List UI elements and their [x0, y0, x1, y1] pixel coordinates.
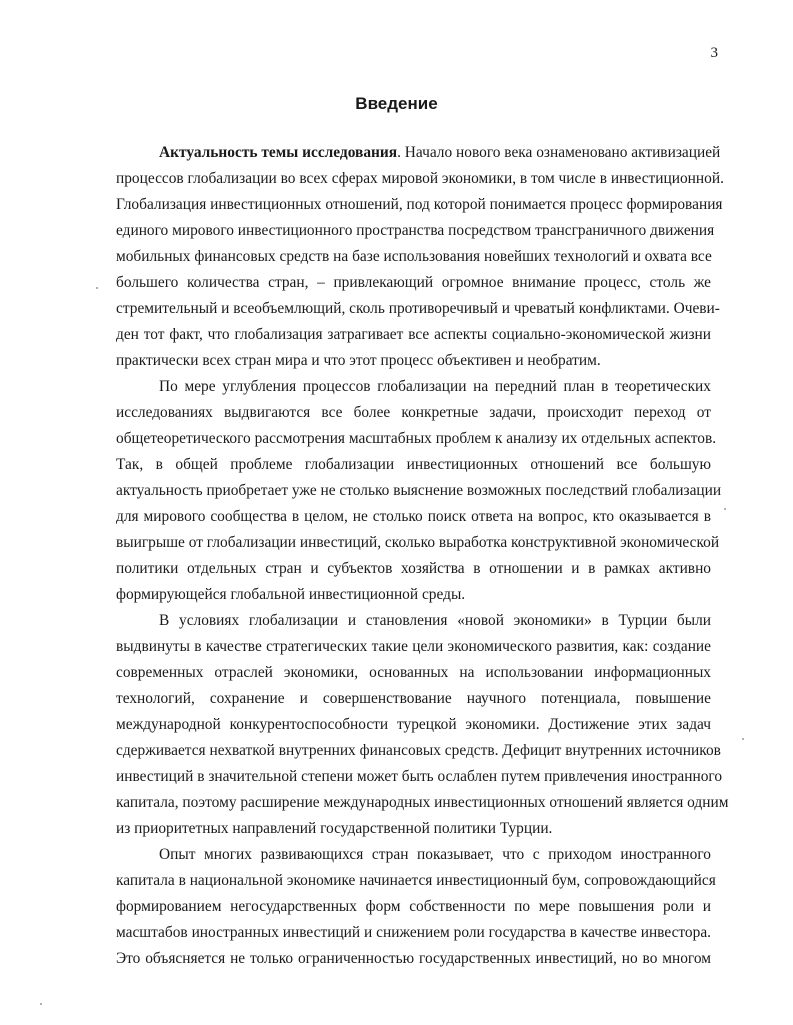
text-line: стремительный и всеобъемлющий, сколь противоречивый и чреватый конфликтами. Очеви-	[116, 300, 720, 317]
text-line: формирующейся глобальной инвестиционной среды.	[116, 586, 466, 603]
paragraph-1	[116, 140, 724, 374]
scan-speck	[96, 287, 98, 289]
text-line: По мере углубления процессов глобализации на передний план в теоретических	[159, 378, 711, 395]
paragraph-4	[116, 842, 716, 972]
text-line: практически всех стран мира и что этот процесс объективен и необратим.	[116, 352, 601, 369]
text-line: Опыт многих развивающихся стран показывает, что с приходом иностранного	[159, 846, 711, 863]
paragraph-2	[116, 374, 722, 608]
text-line: В условиях глобализации и становления «новой экономики» в Турции были	[159, 612, 711, 629]
text-line: исследованиях выдвигаются все более конкретные задачи, происходит переход от	[116, 404, 711, 421]
text-line: процессов глобализации во всех сферах мировой экономики, в том числе в инвестиционной.	[116, 170, 724, 187]
text-line: общетеоретического рассмотрения масштабных проблем к анализу их отдельных аспектов.	[116, 430, 717, 447]
scan-speck	[40, 1003, 42, 1005]
text-line: ден тот факт, что глобализация затрагивает все аспекты социально-экономической жизни	[116, 326, 711, 343]
body-text	[116, 140, 729, 972]
text-line: технологий, сохранение и совершенствование научного потенциала, повышение	[116, 690, 711, 707]
text-line: Это объясняется не только ограниченностью государственных инвестиций, но во многом	[116, 950, 711, 967]
text-line: Так, в общей проблеме глобализации инвестиционных отношений все большую	[116, 456, 711, 473]
text-line: единого мирового инвестиционного пространства посредством трансграничного движения	[116, 222, 715, 239]
text-line: большего количества стран, – привлекающий огромное внимание процесс, столь же	[116, 274, 711, 291]
text-line: выигрыше от глобализации инвестиций, сколько выработка конструктивной экономической	[116, 534, 720, 551]
text-line: капитала, поэтому расширение международных инвестиционных отношений является одним	[116, 794, 729, 811]
text-line: из приоритетных направлений государственной политики Турции.	[116, 820, 553, 837]
text-line: Глобализация инвестиционных отношений, под которой понимается процесс формирования	[116, 196, 723, 213]
text-line: международной конкурентоспособности турецкой экономики. Достижение этих задач	[116, 716, 711, 733]
line-text: . Начало нового века ознаменовано активизацией	[397, 144, 721, 161]
text-line: выдвинуты в качестве стратегических такие цели экономического развития, как: создание	[116, 638, 711, 655]
text-line: актуальность приобретает уже не столько выяснение возможных последствий глобализации	[116, 482, 722, 499]
text-line: для мирового сообщества в целом, не столько поиск ответа на вопрос, кто оказывается в	[116, 508, 711, 525]
text-line	[116, 140, 721, 166]
text-line: политики отдельных стран и субъектов хозяйства в отношении и в рамках активно	[116, 560, 711, 577]
paragraph-3	[116, 608, 729, 842]
text-line: современных отраслей экономики, основанных на использовании информационных	[116, 664, 711, 681]
page-title: Введение	[355, 94, 438, 113]
scan-speck	[742, 738, 744, 740]
text-line: формированием негосударственных форм собственности по мере повышения роли и	[116, 898, 711, 915]
text-line: капитала в национальной экономике начинается инвестиционный бум, сопровождающийся	[116, 872, 716, 889]
scan-speck	[724, 508, 726, 510]
text-line: сдерживается нехваткой внутренних финансовых средств. Дефицит внутренних источников	[116, 742, 721, 759]
text-line: масштабов иностранных инвестиций и снижением роли государства в качестве инвестора.	[116, 924, 711, 941]
text-line: мобильных финансовых средств на базе использования новейших технологий и охвата все	[116, 248, 712, 265]
page-number: 3	[710, 45, 718, 61]
text-line: инвестиций в значительной степени может быть ослаблен путем привлечения иностранного	[116, 768, 723, 785]
bold-lead: Актуальность темы исследования	[159, 144, 398, 161]
